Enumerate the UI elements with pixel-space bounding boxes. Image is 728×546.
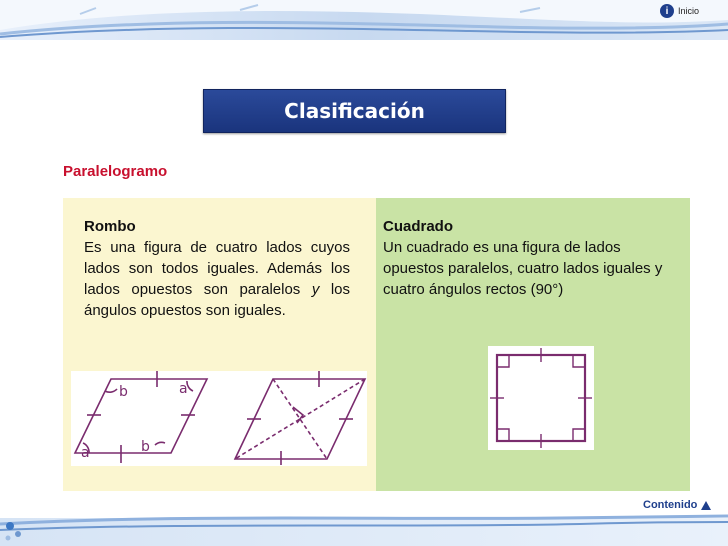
contents-label: Contenido bbox=[643, 499, 698, 511]
rhombus-diagram bbox=[71, 371, 367, 466]
rombo-text-2: los ángulos opuestos son iguales. bbox=[84, 281, 351, 319]
footer-decoration bbox=[0, 510, 728, 546]
square-diagram bbox=[488, 346, 594, 450]
info-icon: i bbox=[660, 4, 674, 18]
arrow-up-icon bbox=[701, 501, 711, 510]
angle-label-b2: b bbox=[141, 439, 150, 455]
header-bar bbox=[0, 0, 728, 40]
angle-arc bbox=[105, 389, 117, 392]
angle-arc bbox=[155, 442, 165, 445]
header-decoration bbox=[0, 0, 728, 40]
section-heading: Paralelogramo bbox=[63, 163, 168, 180]
cuadrado-description bbox=[383, 216, 683, 300]
square-shape bbox=[497, 355, 585, 441]
rombo-text-1: Es una figura de cuatro lados cuyos lados son todos iguales. Además los lados opuestos son paralelos bbox=[84, 239, 350, 298]
page-title: Clasificación bbox=[203, 89, 506, 133]
footer-bar bbox=[0, 510, 728, 546]
home-label: Inicio bbox=[678, 6, 700, 16]
cuadrado-figure bbox=[488, 346, 594, 450]
rombo-description bbox=[84, 216, 350, 321]
angle-label-b1: b bbox=[119, 384, 128, 400]
angle-arc bbox=[187, 381, 193, 391]
cuadrado-text: Un cuadrado es una figura de lados opuestos paralelos, cuatro lados iguales y cuatro ángulos rectos (90°) bbox=[383, 239, 663, 298]
angle-label-a2: a bbox=[81, 445, 90, 461]
home-button[interactable] bbox=[660, 4, 699, 18]
rombo-text-italic: y bbox=[311, 281, 320, 298]
cuadrado-title: Cuadrado bbox=[383, 218, 454, 235]
rombo-title: Rombo bbox=[84, 218, 136, 235]
angle-label-a1: a bbox=[179, 381, 188, 397]
rombo-figures bbox=[71, 371, 367, 466]
